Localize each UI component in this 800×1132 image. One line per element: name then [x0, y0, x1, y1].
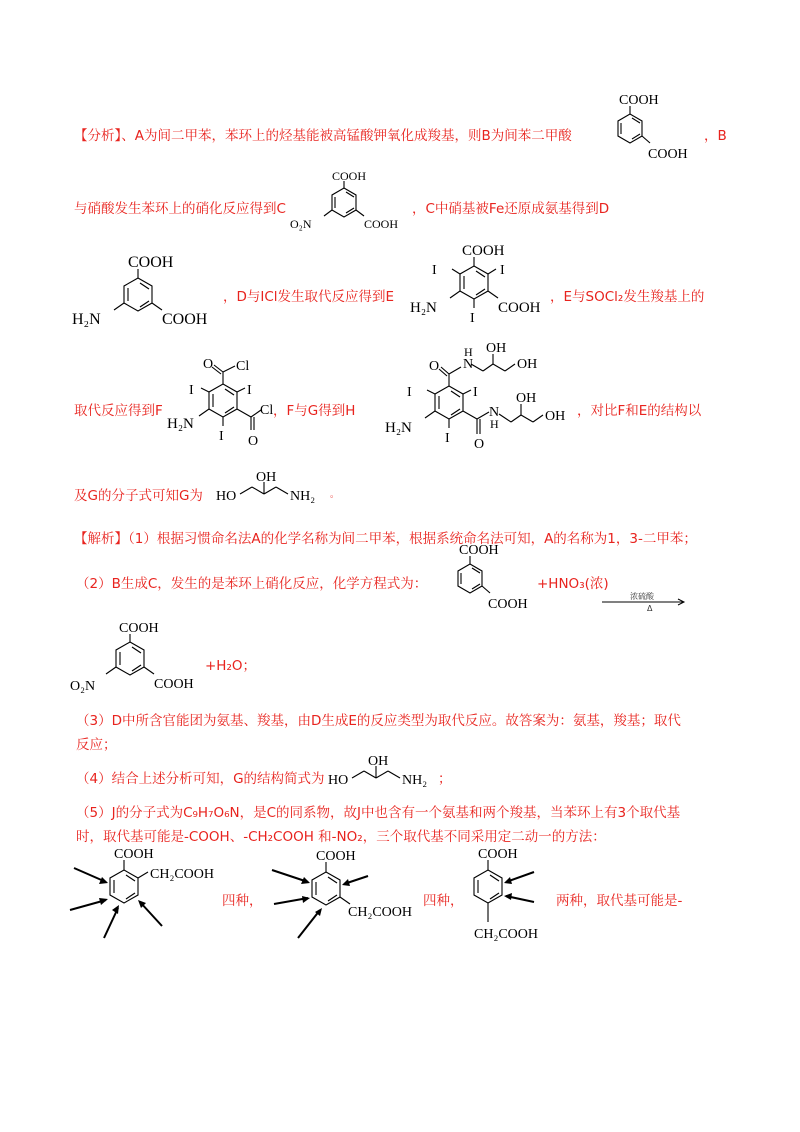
amino-label: H₂N	[72, 311, 101, 328]
cooh-label: COOH	[478, 847, 518, 862]
structure-g-answer	[326, 752, 446, 792]
structure-e-triiodo	[408, 240, 558, 330]
analysis-line-4b: ，F与G得到H	[273, 403, 356, 419]
arrow-icon	[504, 872, 534, 902]
cooh-label: COOH	[619, 93, 659, 108]
arrow-icon	[272, 870, 368, 938]
nitro-label: O₂N	[290, 217, 312, 231]
iodine-label: I	[189, 383, 194, 398]
isomer-count-2: 四种，	[423, 893, 464, 909]
solution-p3b: 反应；	[76, 737, 117, 753]
ch2cooh-label: CH₂COOH	[474, 927, 538, 942]
iodine-label: I	[432, 263, 437, 278]
solution-p5b: 时，取代基可能是-COOH、-CH₂COOH 和-NO₂，三个取代基不同采用定二动一的方法：	[76, 829, 606, 845]
solution-p1	[74, 527, 697, 547]
cooh-label: COOH	[162, 311, 208, 328]
solution-label: 【解析】	[74, 531, 128, 547]
hydroxyl-label: OH	[545, 409, 566, 424]
oxygen-label: O	[248, 434, 259, 449]
hydroxyl-label: OH	[516, 391, 537, 406]
cooh-label: COOH	[364, 217, 399, 231]
analysis-line-5: 及G的分子式可知G为	[74, 488, 203, 504]
hydroxyl-label: HO	[328, 773, 349, 788]
hydroxyl-label: OH	[368, 754, 389, 769]
amino-label: NH₂	[402, 773, 428, 788]
structure-f-acid-chloride	[165, 350, 275, 450]
hydroxyl-label: OH	[486, 341, 507, 356]
hydroxyl-label: HO	[216, 489, 237, 504]
amino-label: H₂N	[385, 420, 412, 436]
hydroxyl-label: OH	[517, 357, 538, 372]
cooh-label: COOH	[154, 677, 194, 692]
oxygen-label: O	[474, 437, 485, 452]
amino-label: NH₂	[290, 489, 316, 504]
product-nitroisophthalic-acid	[68, 620, 208, 700]
cooh-label: COOH	[332, 169, 367, 183]
isomer-count-1: 四种，	[222, 893, 263, 909]
condition-top: 浓硫酸	[630, 592, 654, 601]
solution-p1-text: （1）根据习惯命名法A的化学名称为间二甲苯，根据系统命名法可知，A的名称为1，3-二甲苯；	[128, 531, 697, 547]
cooh-label: COOH	[459, 543, 499, 558]
iodine-label: I	[247, 383, 252, 398]
nitrogen-label: N	[463, 357, 474, 372]
nitro-label: O₂N	[70, 679, 96, 694]
solution-p4-tail: ；	[438, 771, 452, 787]
chlorine-label: Cl	[236, 359, 250, 374]
solution-p5a: （5）J的分子式为C₉H₇O₆N，是C的同系物，故J中也含有一个氨基和两个羧基，当苯环上有3个取代基	[76, 805, 681, 821]
solution-p3a: （3）D中所含官能团为氨基、羧基，由D生成E的反应类型为取代反应。故答案为：氨基，羧基；取代	[76, 713, 681, 729]
structure-aminoisophthalic-acid	[70, 252, 230, 337]
cooh-label: COOH	[498, 300, 541, 316]
structure-isophthalic-acid	[590, 88, 710, 170]
structure-nitroisophthalic-acid	[286, 168, 416, 238]
structure-h-diamide	[383, 342, 583, 462]
analysis-line-4c: ，对比F和E的结构以	[577, 403, 702, 419]
analysis-line-2-tail: ，C中硝基被Fe还原成氨基得到D	[412, 201, 610, 217]
reaction-arrow	[600, 596, 690, 608]
iodine-label: I	[407, 385, 412, 400]
condition-bottom: Δ	[647, 604, 653, 613]
reactant-isophthalic-acid	[430, 538, 540, 620]
oxygen-label: O	[203, 357, 214, 372]
cooh-label: COOH	[488, 597, 528, 612]
ch2cooh-label: CH₂COOH	[348, 905, 412, 920]
analysis-line-2: 与硝酸发生苯环上的硝化反应得到C	[74, 201, 286, 217]
solution-p2: （2）B生成C，发生的是苯环上硝化反应，化学方程式为：	[76, 576, 428, 592]
cooh-label: COOH	[128, 254, 174, 271]
ch2cooh-label: CH₂COOH	[150, 867, 214, 882]
analysis-line-3a: ，D与ICl发生取代反应得到E	[223, 289, 395, 305]
nitrogen-label: N	[489, 405, 500, 420]
amino-label: H₂N	[167, 416, 194, 432]
analysis-line-5-tail: 。	[330, 490, 340, 500]
cooh-label: COOH	[119, 621, 159, 636]
cooh-label: COOH	[316, 849, 356, 864]
analysis-line-3b: ，E与SOCl₂发生羧基上的	[550, 289, 705, 305]
iodine-label: I	[500, 263, 505, 278]
analysis-line-1	[74, 124, 572, 144]
amino-label: H₂N	[410, 300, 437, 316]
iodine-label: I	[470, 311, 475, 326]
cooh-label: COOH	[114, 847, 154, 862]
analysis-line-1-tail: ，B	[704, 128, 727, 144]
iodine-label: I	[219, 429, 224, 444]
iodine-label: I	[473, 385, 478, 400]
cooh-label: COOH	[648, 147, 688, 162]
arrow-icon	[70, 868, 162, 938]
isomer-count-3: 两种，取代基可能是-	[556, 893, 683, 909]
product-water: +H₂O；	[205, 658, 257, 674]
hydroxyl-label: OH	[256, 470, 277, 485]
hydrogen-label: H	[464, 345, 473, 359]
reagent-hno3: +HNO₃(浓)	[537, 576, 609, 592]
analysis-text: 、A为间二甲苯，苯环上的烃基能被高锰酸钾氧化成羧基，则B为间苯二甲酸	[121, 128, 572, 144]
oxygen-label: O	[429, 359, 440, 374]
analysis-line-4a: 取代反应得到F	[74, 403, 163, 419]
iodine-label: I	[445, 431, 450, 446]
isomer-diagram-ortho	[66, 842, 226, 947]
isomer-diagram-meta	[268, 844, 428, 949]
solution-p4: （4）结合上述分析可知，G的结构简式为	[76, 771, 325, 787]
isomer-diagram-para	[458, 842, 578, 947]
structure-g-aminopropanediol	[214, 468, 334, 508]
cooh-label: COOH	[462, 243, 505, 259]
chlorine-label: Cl	[260, 403, 274, 418]
analysis-label: 【分析】	[74, 128, 122, 144]
hydrogen-label: H	[490, 417, 499, 431]
